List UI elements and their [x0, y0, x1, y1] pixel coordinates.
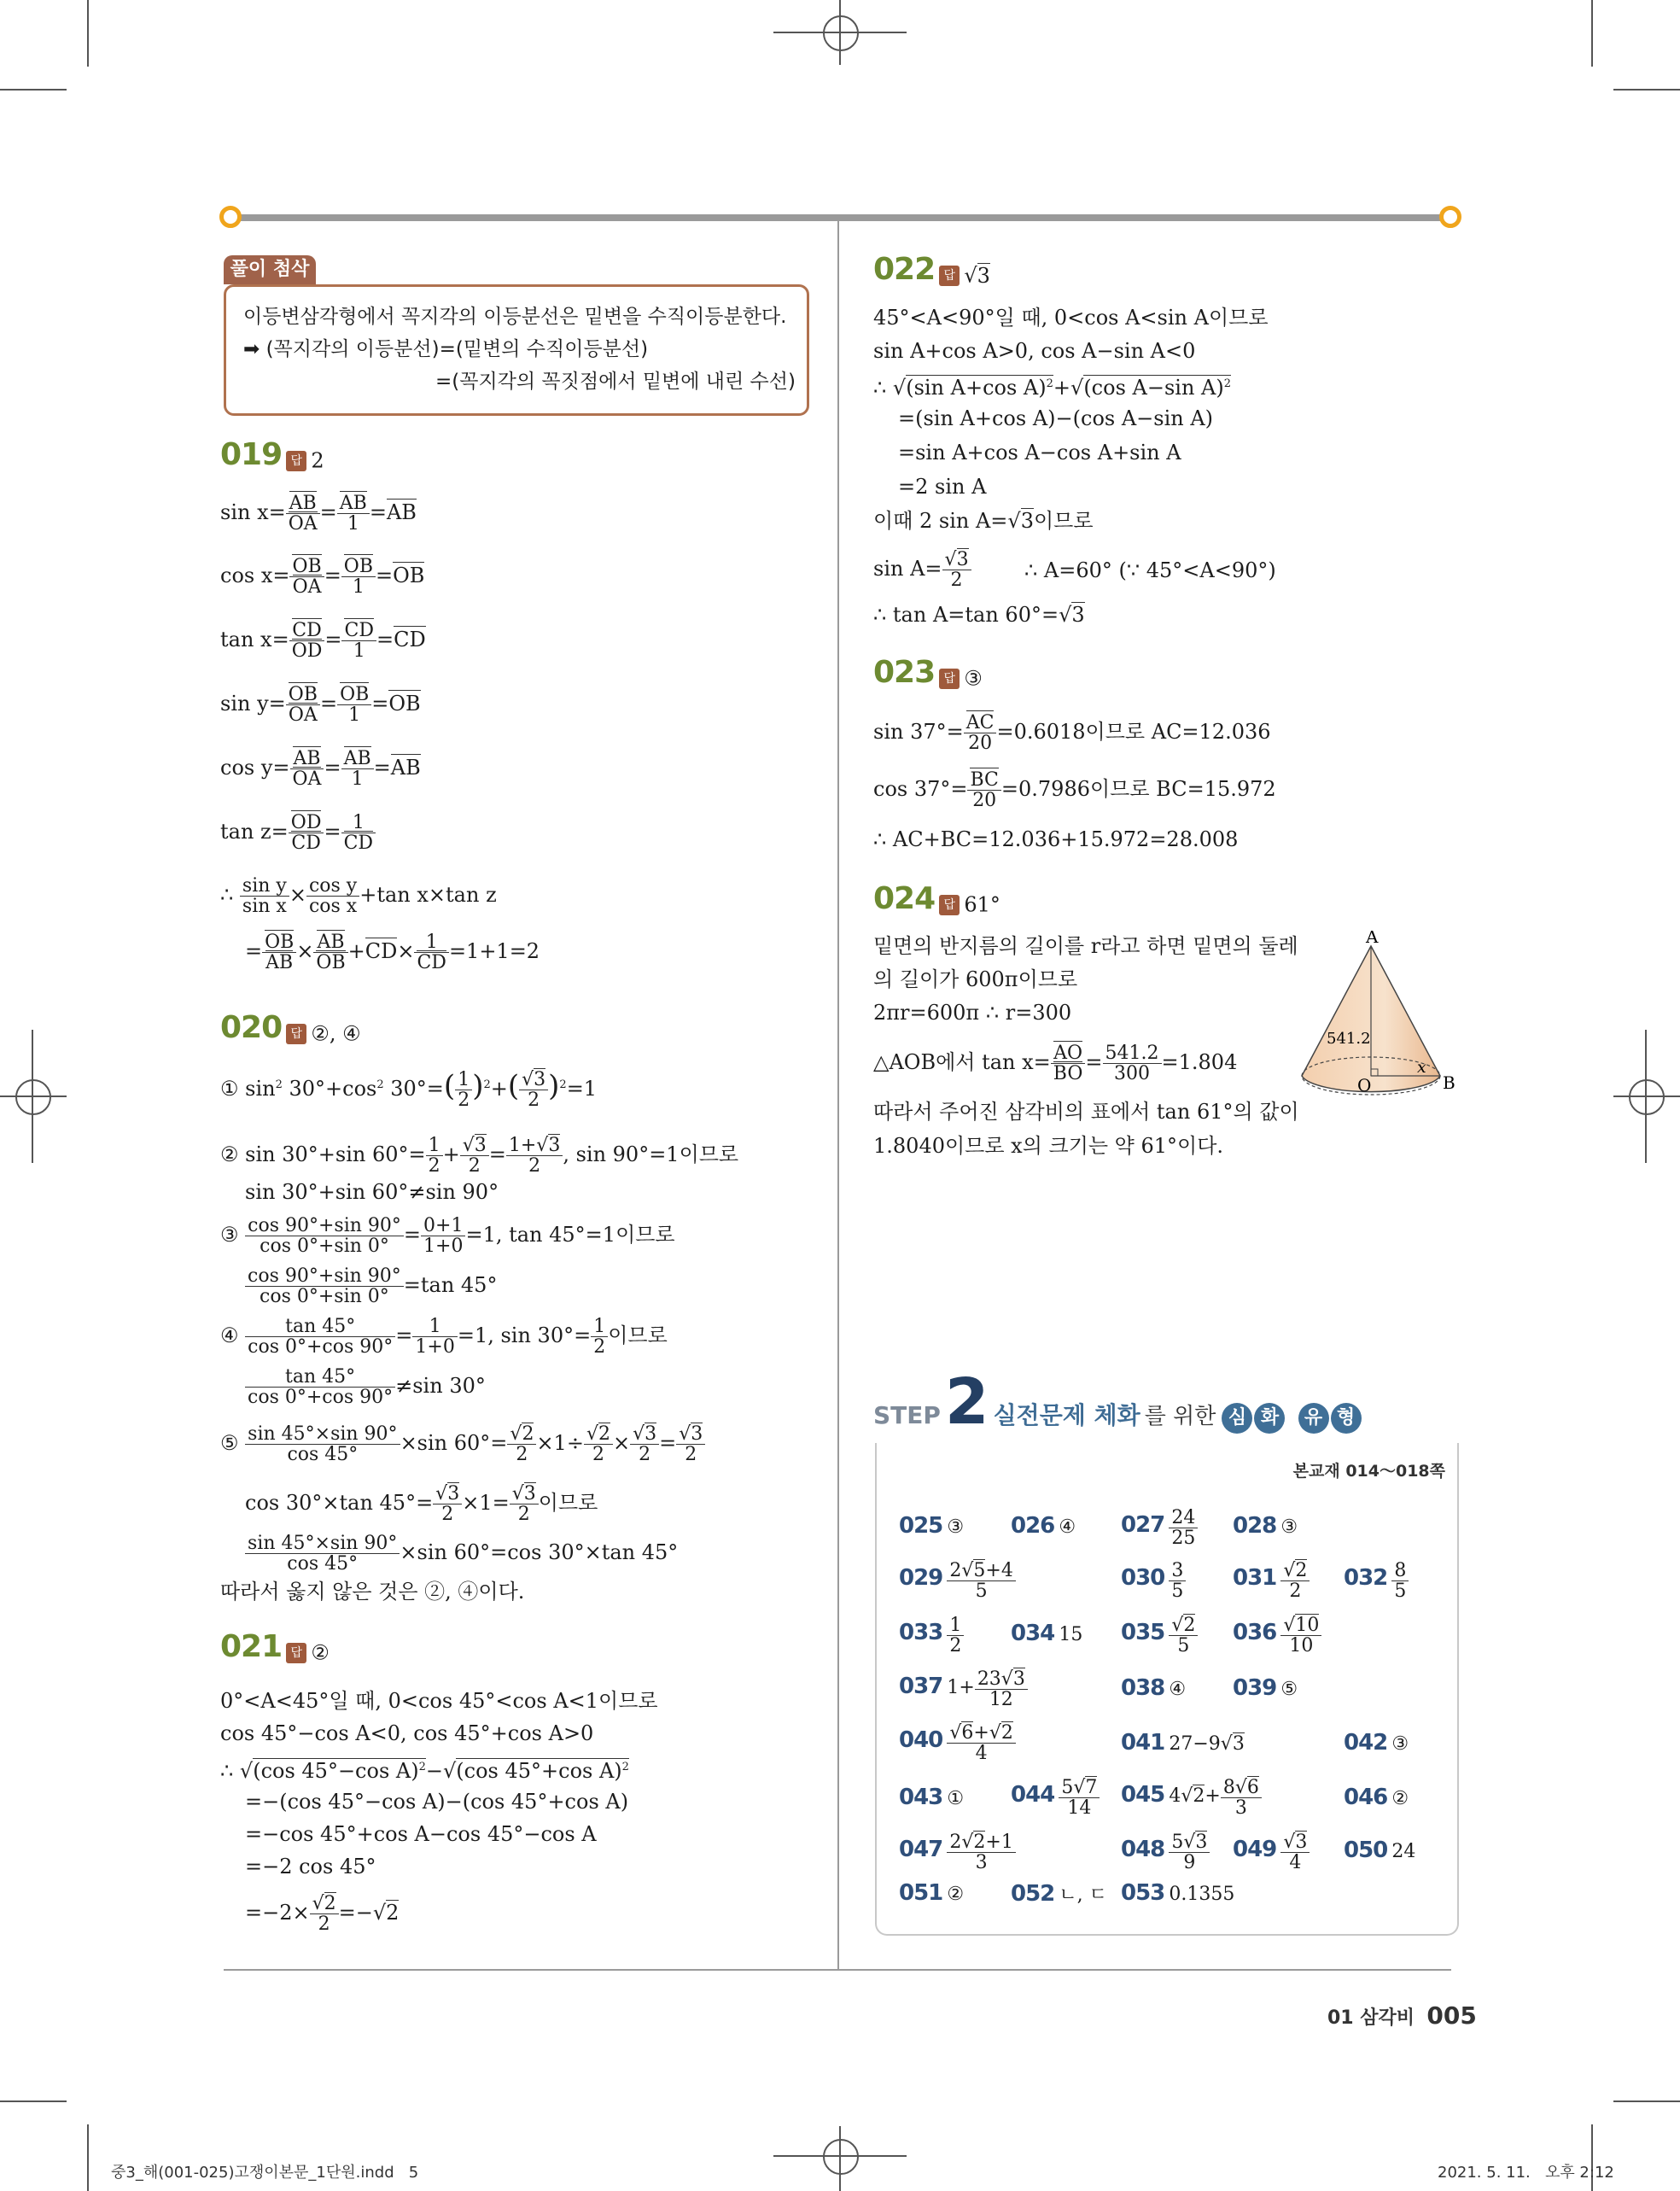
print-date: 2021. 5. 11. 오후 2:12: [1438, 2164, 1614, 2182]
eq-023-2: cos 37°= $\frac{BC}{20}$ =0.7986이므로 BC=15.972: [873, 769, 1276, 812]
note-line: 이등변삼각형에서 꼭지각의 이등분선은 밑변을 수직이등분한다.: [243, 306, 787, 328]
step-heading: 실전문제 체화: [993, 1401, 1140, 1429]
rule-endpoint-icon: [1439, 206, 1461, 228]
answer-item: 036 $\frac{√10}{10}$: [1233, 1615, 1321, 1656]
answer-item: 045 4√2+ $\frac{8√6}{3}$: [1121, 1778, 1262, 1818]
eq-sin-y: sin y= $\frac{OB}{OA}$ = $\frac{OB}{1}$ =OB: [220, 684, 421, 727]
answer-item: 038 ④: [1121, 1675, 1187, 1701]
eq-sin-x: sin x= $\frac{AB}{OA}$ = $\frac{AB}{1}$ =AB: [220, 493, 417, 535]
problem-answer: ②: [311, 1640, 330, 1665]
crop-mark: [0, 2100, 67, 2102]
answer-item: 046 ②: [1344, 1785, 1409, 1810]
eq-024-4: △AOB에서 tan x= $\frac{AO}{BO}$ = $\frac{541.2}{300}$ =1.804: [873, 1043, 1238, 1085]
eq-022-8: sin A= $\frac{√3}{2}$: [873, 550, 971, 590]
crop-mark: [1613, 2100, 1680, 2102]
answer-item: 026 ④: [1011, 1513, 1076, 1539]
item-1: ① $\sin^2 30^\circ+\cos^2$ 30°=( $\frac{1}{2}$ )$^2$+( $\frac{√3}{2}$ )$^2$=1: [220, 1069, 598, 1112]
problem-number: 019: [220, 437, 283, 472]
label-O: O: [1357, 1075, 1372, 1096]
eq-023-1-tail: =0.6018이므로 AC=12.036: [996, 720, 1271, 745]
step-connector: 를 위한: [1144, 1404, 1216, 1429]
problem-023-header: [873, 655, 983, 691]
problem-answer: ②, ④: [311, 1021, 361, 1046]
page-number: 005: [1426, 2001, 1477, 2030]
eq-024-3: 2πr=600π ∴ r=300: [873, 1001, 1072, 1025]
step-circle: 화: [1254, 1403, 1285, 1434]
eq-022-9: ∴ tan A=tan 60°=√3: [873, 603, 1085, 627]
label-A: A: [1366, 931, 1379, 947]
answer-item: 033 $\frac{1}{2}$: [899, 1615, 964, 1656]
answer-item: 043 ①: [899, 1785, 965, 1810]
eq-022-5: =sin A+cos A−cos A+sin A: [898, 441, 1181, 464]
problem-021-header: [220, 1629, 330, 1665]
item-2: ② sin 30°+sin 60°= $\frac{1}{2}$ + $\frac{√3}{2}$ = $\frac{1+√3}{2}$ , sin 90°=1이므로: [220, 1135, 739, 1177]
eq-label: cos y=: [220, 756, 290, 780]
problem-024-header: [873, 881, 1000, 917]
answer-badge: 답: [939, 266, 960, 286]
problem-019-header: [220, 437, 324, 473]
step-label: STEP: [873, 1401, 941, 1429]
item-5-b: cos 30°×tan 45°= $\frac{√3}{2}$ ×1= $\frac{√3}{2}$ 이므로: [245, 1483, 598, 1526]
problem-answer: √3: [964, 263, 990, 288]
answer-item: 030 $\frac{3}{5}$: [1121, 1561, 1186, 1601]
note-line: =(꼭지각의 꼭짓점에서 밑변에 내린 수선): [435, 371, 796, 393]
eq-tan-x: tan x= $\frac{CD}{OD}$ = $\frac{CD}{1}$ =CD: [220, 620, 426, 663]
crop-mark: [87, 0, 89, 67]
label-B: B: [1443, 1072, 1455, 1093]
step-circle: 형: [1331, 1403, 1362, 1434]
eq-cos-x: cos x= $\frac{OB}{OA}$ = $\frac{OB}{1}$ =OB: [220, 556, 425, 599]
eq-024-4-tail: =1.804: [1161, 1050, 1238, 1075]
problem-022-header: [873, 252, 990, 288]
file-slug: 중3_해(001-025)고쟁이본문_1단원.indd 5: [111, 2164, 419, 2182]
eq-product: ∴ $\frac{\text{sin y}}{\text{sin x}}$ × $\frac{\text{cos y}}{\text{cos x}}$ +tan x×tan z: [220, 875, 497, 918]
answer-item: 029 $\frac{2√5+4}{5}$: [899, 1561, 1016, 1601]
eq-label: sin x=: [220, 500, 286, 525]
eq-022-2: sin A+cos A>0, cos A−sin A<0: [873, 339, 1196, 363]
eq-024-5: 따라서 주어진 삼각비의 표에서 tan 61°의 값이: [873, 1100, 1299, 1124]
eq-024-2: 의 길이가 600π이므로: [873, 967, 1078, 991]
cone-figure: [1289, 931, 1460, 1101]
eq-024-4-head: △AOB에서 tan x=: [873, 1050, 1051, 1075]
eq-022-8b: ∴ A=60° (∵ 45°<A<90°): [1024, 558, 1276, 582]
answer-badge: 답: [939, 895, 960, 915]
rule-endpoint-icon: [219, 206, 242, 228]
problem-number: 020: [220, 1010, 283, 1045]
problem-020-header: [220, 1010, 361, 1046]
answer-item: 025 ③: [899, 1513, 965, 1539]
eq-021-7: =−2× $\frac{√2}{2}$ =−√2: [245, 1893, 400, 1936]
eq-022-7: 이때 2 sin A=√3이므로: [873, 509, 1094, 533]
eq-021-2: cos 45°−cos A<0, cos 45°+cos A>0: [220, 1721, 594, 1745]
problem-number: 024: [873, 881, 936, 916]
label-x: x: [1417, 1058, 1426, 1077]
answer-item: 041 27−9√3: [1121, 1730, 1245, 1756]
problem-number: 021: [220, 1629, 283, 1664]
problem-answer: 61°: [964, 892, 1000, 917]
eq-023-3: ∴ AC+BC=12.036+15.972=28.008: [873, 827, 1239, 851]
eq-label: tan z=: [220, 820, 289, 844]
answer-item: 037 1+ $\frac{23√3}{12}$: [899, 1669, 1028, 1709]
problem-answer: 2: [311, 448, 324, 473]
bottom-rule: [224, 1969, 1451, 1971]
step-circle: 심: [1222, 1403, 1252, 1434]
note-line: ➡ (꼭지각의 이등분선)=(밑변의 수직이등분선): [243, 338, 649, 360]
answer-item: 044 $\frac{5√7}{14}$: [1011, 1778, 1100, 1818]
eq-021-6: =−2 cos 45°: [245, 1855, 376, 1878]
item-3-result: $\frac{\cos 90^\circ+\sin 90^\circ}{\cos 0^\circ+\sin 0^\circ}$ =tan 45°: [245, 1266, 497, 1306]
eq-023-2-tail: =0.7986이므로 BC=15.972: [1000, 777, 1276, 802]
answer-item: 051 ②: [899, 1880, 965, 1906]
answer-item: 035 $\frac{√2}{5}$: [1121, 1615, 1198, 1656]
crop-mark: [1613, 89, 1680, 91]
answer-item: 027 $\frac{24}{25}$: [1121, 1508, 1198, 1548]
eq-022-4: =(sin A+cos A)−(cos A−sin A): [898, 406, 1214, 430]
item-2-result: sin 30°+sin 60°≠sin 90°: [245, 1180, 499, 1204]
note-box: [224, 284, 809, 416]
item-5: ⑤ $\frac{\sin 45^\circ\times\sin 90^\circ}{\cos 45^\circ}$ ×sin 60°= $\frac{√2}{2}$ ×1÷ $\frac{√2}{2}$ × $\frac{√3}{2}$ = $\frac{√3}{2}$: [220, 1424, 705, 1464]
item-3: ③ $\frac{\cos 90^\circ+\sin 90^\circ}{\cos 0^\circ+\sin 0^\circ}$ = $\frac{0+1}{1+0}$ =1, tan 45°=1이므로: [220, 1215, 675, 1258]
eq-021-1: 0°<A<45°일 때, 0<cos 45°<cos A<1이므로: [220, 1689, 658, 1713]
eq-021-4: =−(cos 45°−cos A)−(cos 45°+cos A): [245, 1790, 629, 1814]
eq-label: tan x=: [220, 628, 289, 652]
answer-badge: 답: [286, 1643, 306, 1663]
crop-mark: [1591, 0, 1593, 67]
answer-item: 050 24: [1344, 1838, 1416, 1863]
answer-item: 047 $\frac{2√2+1}{3}$: [899, 1832, 1016, 1873]
eq-tan-z: tan z= $\frac{OD}{CD}$ = $\frac{1}{CD}$: [220, 813, 376, 853]
therefore-symbol: ∴: [220, 883, 234, 908]
eq-022-3: ∴ √(sin A+cos A)$^2$+√(cos A−sin A)$^2$: [873, 376, 1232, 400]
note-tag: 풀이 첨삭: [224, 255, 316, 284]
answer-item: 039 ⑤: [1233, 1675, 1298, 1701]
item-5-result: $\frac{\sin 45^\circ\times\sin 90^\circ}{\cos 45^\circ}$ ×sin 60°=cos 30°×tan 45°: [245, 1534, 678, 1574]
eq-022-6: =2 sin A: [898, 475, 987, 499]
eq-label: sin y=: [220, 692, 286, 716]
chapter-title: 01 삼각비: [1327, 2007, 1415, 2029]
label-length: 541.2: [1327, 1030, 1371, 1048]
step-number: 2: [945, 1365, 989, 1439]
eq-024-1: 밑면의 반지름의 길이를 r라고 하면 밑면의 둘레: [873, 934, 1298, 958]
column-divider: [837, 220, 839, 1971]
eq-cos-y: cos y= $\frac{AB}{OA}$ = $\frac{AB}{1}$ =AB: [220, 748, 421, 791]
answer-badge: 답: [286, 451, 306, 471]
item-4: ④ $\frac{\tan 45^\circ}{\cos 0^\circ+\cos 90^\circ}$ = $\frac{1}{1+0}$ =1, sin 30°= $\frac{1}{2}$ 이므로: [220, 1316, 668, 1358]
eq-021-3: ∴ √(cos 45°−cos A)$^2$−√(cos 45°+cos A)$^2$: [220, 1759, 629, 1783]
crop-mark: [87, 2124, 89, 2191]
conclusion-020: 따라서 옳지 않은 것은 ②, ④이다.: [220, 1580, 525, 1604]
step-title: [873, 1365, 1362, 1439]
answer-item: 034 15: [1011, 1621, 1083, 1646]
answer-item: 048 $\frac{5√3}{9}$: [1121, 1832, 1210, 1873]
answer-item: 042 ③: [1344, 1730, 1409, 1756]
page-footer: [1327, 2001, 1477, 2030]
reference-pages: 본교재 014～018쪽: [1292, 1462, 1445, 1481]
item-4-result: $\frac{\tan 45^\circ}{\cos 0^\circ+\cos 90^\circ}$ ≠sin 30°: [245, 1367, 486, 1407]
step-circle: 유: [1298, 1403, 1329, 1434]
problem-number: 023: [873, 655, 936, 690]
answer-badge: 답: [939, 669, 960, 689]
answer-item: 052 ㄴ, ㄷ: [1011, 1881, 1107, 1907]
answer-badge: 답: [286, 1024, 306, 1044]
eq-label: cos x=: [220, 564, 290, 588]
crop-mark: [0, 89, 67, 91]
problem-number: 022: [873, 252, 936, 287]
eq-021-5: =−cos 45°+cos A−cos 45°−cos A: [245, 1822, 597, 1846]
eq-023-1: sin 37°= $\frac{AC}{20}$ =0.6018이므로 AC=12.036: [873, 712, 1271, 755]
answer-item: 032 $\frac{8}{5}$: [1344, 1561, 1409, 1601]
eq-product-result: = $\frac{OB}{AB}$ × $\frac{AB}{OB}$ +CD× $\frac{1}{CD}$ =1+1=2: [245, 932, 540, 974]
answer-item: 049 $\frac{√3}{4}$: [1233, 1832, 1310, 1873]
answer-item: 031 $\frac{√2}{2}$: [1233, 1561, 1310, 1601]
eq-024-6: 1.8040이므로 x의 크기는 약 61°이다.: [873, 1134, 1224, 1158]
eq-022-1: 45°<A<90°일 때, 0<cos A<sin A이므로: [873, 306, 1269, 330]
answer-item: 028 ③: [1233, 1513, 1298, 1539]
problem-answer: ③: [964, 666, 983, 691]
answer-item: 053 0.1355: [1121, 1880, 1235, 1906]
answer-item: 040 $\frac{√6+√2}{4}$: [899, 1723, 1016, 1763]
